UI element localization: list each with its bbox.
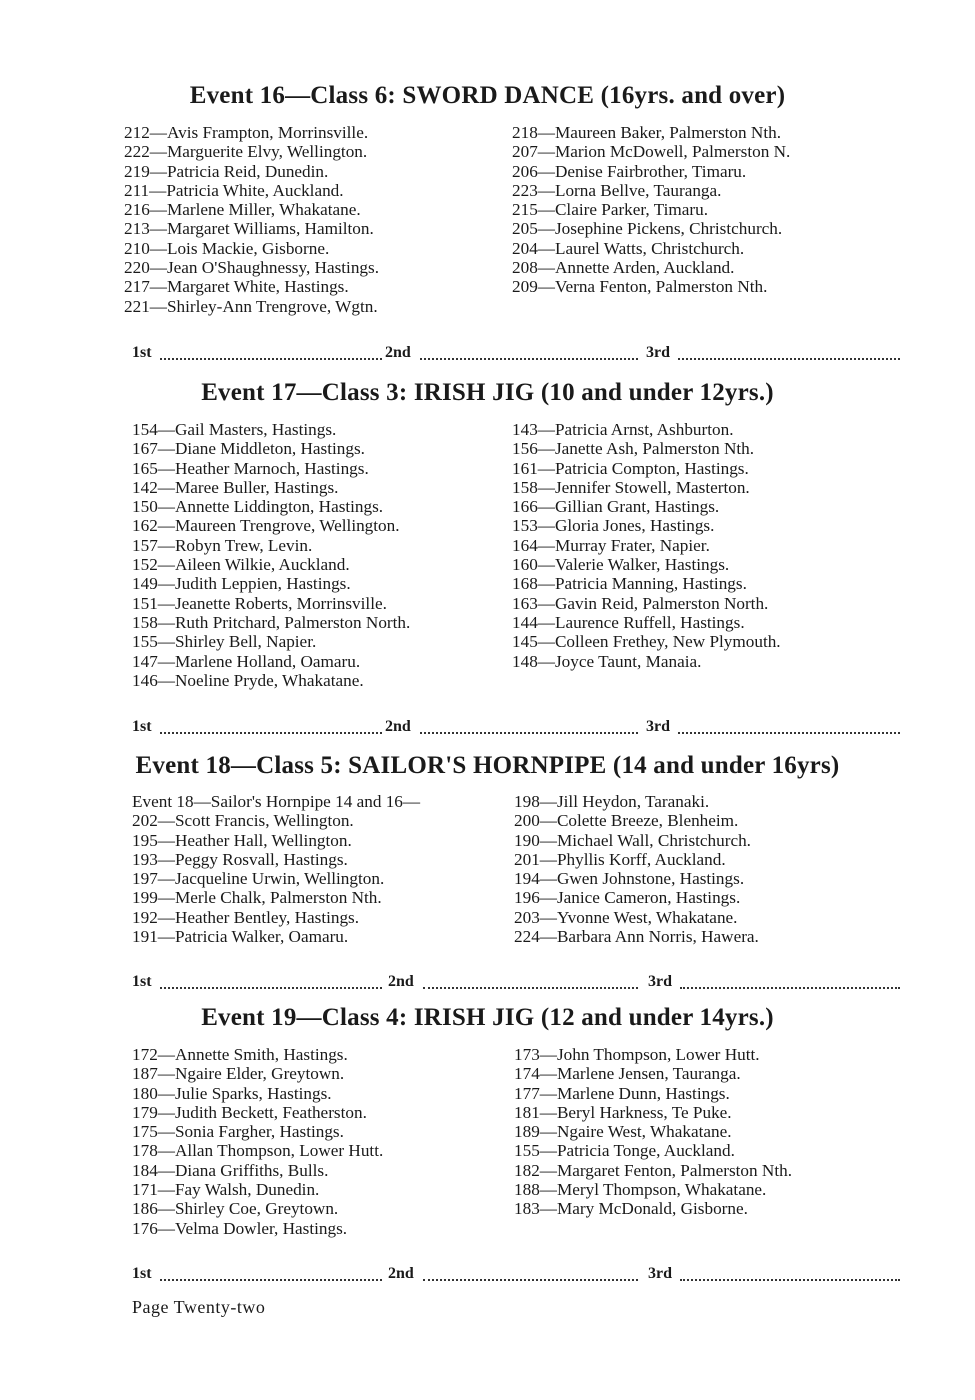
entry-line: 194—Gwen Johnstone, Hastings. (514, 869, 745, 889)
entry-line: 189—Ngaire West, Whakatane. (514, 1122, 732, 1142)
third-place-label: 3rd (646, 718, 670, 735)
entry-line: 193—Peggy Rosvall, Hastings. (132, 849, 348, 869)
second-place-label: 2nd (385, 718, 411, 735)
second-place-line (423, 1279, 638, 1281)
entry-line: 210—Lois Mackie, Gisborne. (124, 238, 330, 258)
placings (132, 718, 902, 740)
entry-line: 145—Colleen Frethey, New Plymouth. (512, 632, 781, 652)
entry-line: 144—Laurence Ruffell, Hastings. (512, 612, 745, 632)
entry-line: 196—Janice Cameron, Hastings. (514, 888, 741, 908)
event-title: Event 19—Class 4: IRISH JIG (12 and under 14yrs.) (201, 1004, 774, 1031)
entry-line: 177—Marlene Dunn, Hastings. (514, 1083, 730, 1103)
entry-line: 201—Phyllis Korff, Auckland. (514, 849, 726, 869)
entry-line: 161—Patricia Compton, Hastings. (512, 458, 749, 478)
first-place-label: 1st (132, 344, 152, 361)
placings (132, 1265, 902, 1287)
entry-line: 183—Mary McDonald, Gisborne. (514, 1199, 748, 1219)
entry-line: 180—Julie Sparks, Hastings. (132, 1083, 332, 1103)
entry-line: 165—Heather Marnoch, Hastings. (132, 458, 369, 478)
first-place-line (160, 732, 382, 734)
entry-line: 217—Margaret White, Hastings. (124, 277, 349, 297)
entry-line: 188—Meryl Thompson, Whakatane. (514, 1180, 767, 1200)
third-place-line (678, 358, 900, 360)
entry-line: 203—Yvonne West, Whakatane. (514, 907, 738, 927)
entry-line: 224—Barbara Ann Norris, Hawera. (514, 927, 759, 947)
placings (132, 344, 902, 366)
entries-left (132, 1045, 383, 1238)
entries-left (132, 420, 410, 690)
entry-line: 200—Colette Breeze, Blenheim. (514, 811, 739, 831)
entry-line: 207—Marion McDowell, Palmerston N. (512, 142, 791, 162)
entry-line: 204—Laurel Watts, Christchurch. (512, 238, 745, 258)
second-place-label: 2nd (388, 973, 414, 990)
entry-line: 143—Patricia Arnst, Ashburton. (512, 420, 734, 439)
entry-line: 152—Aileen Wilkie, Auckland. (132, 555, 350, 575)
entries-right (512, 420, 781, 671)
entry-line: 205—Josephine Pickens, Christchurch. (512, 219, 783, 239)
entry-line: 151—Jeanette Roberts, Morrinsville. (132, 593, 387, 613)
entry-line: 181—Beryl Harkness, Te Puke. (514, 1102, 732, 1122)
first-place-line (160, 1279, 382, 1281)
entry-line: 166—Gillian Grant, Hastings. (512, 497, 720, 517)
third-place-line (680, 1279, 900, 1281)
entry-line: 150—Annette Liddington, Hastings. (132, 497, 384, 517)
entry-line: 172—Annette Smith, Hastings. (132, 1045, 348, 1064)
entry-line: 173—John Thompson, Lower Hutt. (514, 1045, 760, 1064)
entry-line: 198—Jill Heydon, Taranaki. (514, 792, 710, 811)
entry-line: 178—Allan Thompson, Lower Hutt. (132, 1141, 384, 1161)
entry-line: 191—Patricia Walker, Oamaru. (132, 927, 349, 947)
third-place-label: 3rd (648, 1265, 672, 1282)
third-place-label: 3rd (648, 973, 672, 990)
second-place-line (420, 358, 638, 360)
event-title: Event 17—Class 3: IRISH JIG (10 and under 12yrs.) (201, 379, 774, 406)
entry-line: 148—Joyce Taunt, Manaia. (512, 651, 702, 671)
entry-line: 212—Avis Frampton, Morrinsville. (124, 123, 369, 142)
entry-line: 216—Marlene Miller, Whakatane. (124, 200, 361, 220)
entry-line: 164—Murray Frater, Napier. (512, 535, 710, 555)
entry-line: 168—Patricia Manning, Hastings. (512, 574, 747, 594)
entry-line: 213—Margaret Williams, Hamilton. (124, 219, 374, 239)
entry-line: Event 18—Sailor's Hornpipe 14 and 16— (132, 792, 421, 811)
entry-line: 192—Heather Bentley, Hastings. (132, 907, 360, 927)
entry-line: 167—Diane Middleton, Hastings. (132, 439, 365, 459)
entry-line: 154—Gail Masters, Hastings. (132, 420, 337, 439)
first-place-label: 1st (132, 1265, 152, 1282)
second-place-label: 2nd (385, 344, 411, 361)
entry-line: 221—Shirley-Ann Trengrove, Wgtn. (124, 296, 378, 316)
entry-line: 220—Jean O'Shaughnessy, Hastings. (124, 258, 380, 278)
entry-line: 202—Scott Francis, Wellington. (132, 811, 354, 831)
entry-line: 199—Merle Chalk, Palmerston Nth. (132, 888, 382, 908)
event-title: Event 18—Class 5: SAILOR'S HORNPIPE (14 and under 16yrs) (135, 752, 840, 779)
entries-left (124, 123, 379, 316)
entry-line: 179—Judith Beckett, Featherston. (132, 1102, 367, 1122)
entry-line: 155—Patricia Tonge, Auckland. (514, 1141, 735, 1161)
entry-line: 162—Maureen Trengrove, Wellington. (132, 516, 400, 536)
entry-line: 163—Gavin Reid, Palmerston North. (512, 593, 769, 613)
entry-line: 153—Gloria Jones, Hastings. (512, 516, 715, 536)
entry-line: 176—Velma Dowler, Hastings. (132, 1218, 348, 1238)
entry-line: 156—Janette Ash, Palmerston Nth. (512, 439, 755, 459)
entry-line: 197—Jacqueline Urwin, Wellington. (132, 869, 385, 889)
entry-line: 155—Shirley Bell, Napier. (132, 632, 317, 652)
entry-line: 174—Marlene Jensen, Tauranga. (514, 1064, 741, 1084)
third-place-label: 3rd (646, 344, 670, 361)
entries-right (514, 1045, 792, 1219)
entry-line: 223—Lorna Bellve, Tauranga. (512, 180, 722, 200)
first-place-line (160, 987, 382, 989)
entry-line: 187—Ngaire Elder, Greytown. (132, 1064, 345, 1084)
entry-line: 149—Judith Leppien, Hastings. (132, 574, 351, 594)
entry-line: 208—Annette Arden, Auckland. (512, 258, 735, 278)
entry-line: 147—Marlene Holland, Oamaru. (132, 651, 361, 671)
entry-line: 206—Denise Fairbrother, Timaru. (512, 161, 747, 181)
entry-line: 211—Patricia White, Auckland. (124, 180, 344, 200)
entry-line: 171—Fay Walsh, Dunedin. (132, 1180, 320, 1200)
entries-right (512, 123, 790, 297)
entries-left (132, 792, 420, 946)
entry-line: 186—Shirley Coe, Greytown. (132, 1199, 339, 1219)
entry-line: 175—Sonia Fargher, Hastings. (132, 1122, 344, 1142)
entry-line: 190—Michael Wall, Christchurch. (514, 830, 751, 850)
entry-line: 160—Valerie Walker, Hastings. (512, 555, 730, 575)
page-number: Page Twenty-two (132, 1297, 266, 1317)
entry-line: 157—Robyn Trew, Levin. (132, 535, 313, 555)
entry-line: 182—Margaret Fenton, Palmerston Nth. (514, 1160, 792, 1180)
second-place-label: 2nd (388, 1265, 414, 1282)
entry-line: 209—Verna Fenton, Palmerston Nth. (512, 277, 768, 297)
entry-line: 218—Maureen Baker, Palmerston Nth. (512, 123, 781, 142)
entry-line: 184—Diana Griffiths, Bulls. (132, 1160, 329, 1180)
entry-line: 219—Patricia Reid, Dunedin. (124, 161, 329, 181)
entry-line: 222—Marguerite Elvy, Wellington. (124, 142, 368, 162)
entry-line: 146—Noeline Pryde, Whakatane. (132, 670, 364, 690)
second-place-line (423, 987, 638, 989)
entry-line: 215—Claire Parker, Timaru. (512, 200, 708, 220)
entry-line: 142—Maree Buller, Hastings. (132, 477, 339, 497)
third-place-line (678, 732, 900, 734)
event-title: Event 16—Class 6: SWORD DANCE (16yrs. and over) (189, 82, 786, 109)
first-place-label: 1st (132, 718, 152, 735)
first-place-line (160, 358, 382, 360)
placings (132, 973, 902, 995)
entries-right (514, 792, 759, 946)
entry-line: 158—Jennifer Stowell, Masterton. (512, 477, 750, 497)
entry-line: 195—Heather Hall, Wellington. (132, 830, 352, 850)
third-place-line (680, 987, 900, 989)
second-place-line (420, 732, 638, 734)
first-place-label: 1st (132, 973, 152, 990)
entry-line: 158—Ruth Pritchard, Palmerston North. (132, 612, 411, 632)
